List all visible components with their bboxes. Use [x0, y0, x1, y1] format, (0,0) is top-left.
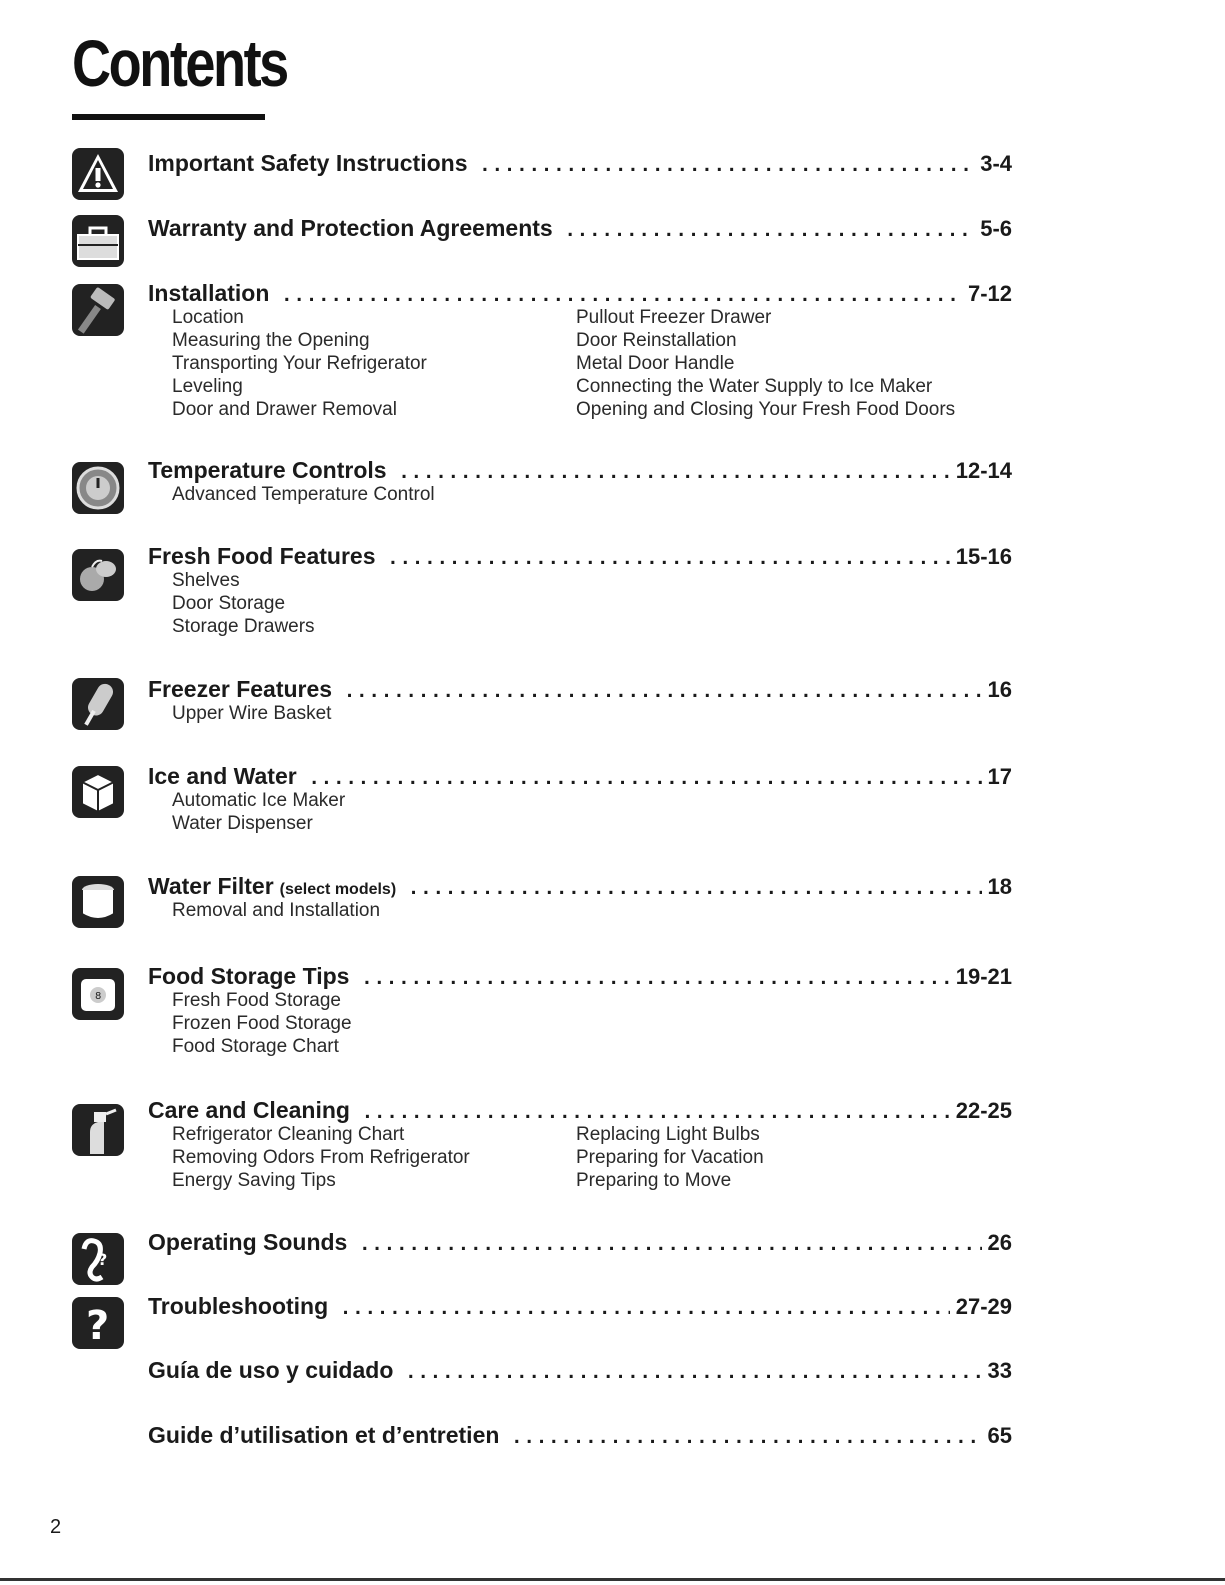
spray-bottle-icon: [72, 1104, 124, 1156]
subtopic-item[interactable]: Transporting Your Refrigerator: [172, 353, 427, 374]
page-range: 33: [987, 1358, 1012, 1383]
subtopic-item[interactable]: Door and Drawer Removal: [172, 399, 397, 420]
subtopic-item[interactable]: Refrigerator Cleaning Chart: [172, 1124, 405, 1145]
toc-heading[interactable]: [148, 215, 1012, 245]
dot-leader: [479, 155, 974, 176]
page-title: Contents: [72, 26, 287, 100]
hammer-icon: [72, 284, 124, 336]
toc-heading[interactable]: [148, 1357, 1012, 1387]
svg-text:8: 8: [95, 991, 102, 1002]
subtopic-item[interactable]: Upper Wire Basket: [172, 703, 332, 724]
svg-text:?: ?: [86, 1303, 110, 1349]
bottom-border: [0, 1578, 1225, 1581]
dot-leader: [309, 768, 982, 789]
subtopic-list: [172, 989, 992, 1058]
subtopic-item[interactable]: Automatic Ice Maker: [172, 790, 346, 811]
food-container-icon: [72, 968, 124, 1020]
svg-text:?: ?: [98, 1250, 108, 1269]
subtopic-item[interactable]: Preparing for Vacation: [576, 1147, 764, 1168]
page-range: 27-29: [955, 1294, 1012, 1319]
section-title: Installation: [148, 280, 270, 306]
dot-leader: [281, 285, 962, 306]
title-underline: [72, 114, 265, 120]
section-title: Guía de uso y cuidado: [148, 1357, 394, 1383]
ice-cube-icon: [72, 766, 124, 818]
dot-leader: [361, 968, 949, 989]
section-title: Ice and Water: [148, 763, 297, 789]
subtopic-item[interactable]: Metal Door Handle: [576, 353, 735, 374]
subtopic-list: [172, 789, 992, 835]
dot-leader: [408, 878, 981, 899]
toc-heading[interactable]: [148, 150, 1012, 180]
page-range: 18: [987, 874, 1012, 899]
popsicle-icon: [72, 678, 124, 730]
subtopic-list: [172, 569, 992, 638]
section-title: Food Storage Tips: [148, 963, 350, 989]
toc-heading[interactable]: [148, 1229, 1012, 1259]
subtopic-item[interactable]: Door Reinstallation: [576, 330, 737, 351]
section-note: (select models): [279, 881, 397, 898]
subtopic-item[interactable]: Removing Odors From Refrigerator: [172, 1147, 470, 1168]
subtopic-item[interactable]: Removal and Installation: [172, 900, 381, 921]
subtopic-list: [172, 1123, 992, 1192]
dot-leader: [359, 1234, 981, 1255]
subtopic-item[interactable]: Connecting the Water Supply to Ice Maker: [576, 376, 933, 397]
section-title: Fresh Food Features: [148, 543, 376, 569]
dot-leader: [399, 462, 950, 483]
subtopic-item[interactable]: Storage Drawers: [172, 616, 315, 637]
page-range: 26: [987, 1230, 1012, 1255]
section-title: Water Filter: [148, 873, 274, 899]
page-range: 22-25: [955, 1098, 1012, 1123]
toc-heading[interactable]: [148, 1422, 1012, 1452]
subtopic-item[interactable]: Food Storage Chart: [172, 1036, 339, 1057]
subtopic-list: [172, 306, 992, 421]
page-range: 65: [987, 1423, 1012, 1448]
dot-leader: [511, 1427, 981, 1448]
section-title: Temperature Controls: [148, 457, 387, 483]
subtopic-item[interactable]: Frozen Food Storage: [172, 1013, 352, 1034]
page-range: 7-12: [967, 281, 1012, 306]
subtopic-item[interactable]: Measuring the Opening: [172, 330, 370, 351]
dot-leader: [405, 1362, 981, 1383]
page-range: 17: [987, 764, 1012, 789]
subtopic-item[interactable]: Opening and Closing Your Fresh Food Doors: [576, 399, 956, 420]
page-number: 2: [50, 1516, 62, 1538]
subtopic-item[interactable]: Location: [172, 307, 244, 328]
section-title: Care and Cleaning: [148, 1097, 350, 1123]
dot-leader: [565, 220, 974, 241]
subtopic-item[interactable]: Door Storage: [172, 593, 286, 614]
fresh-food-icon: [72, 549, 124, 601]
section-title: Guide d’utilisation et d’entretien: [148, 1422, 500, 1448]
dot-leader: [387, 548, 949, 569]
subtopic-item[interactable]: Replacing Light Bulbs: [576, 1124, 760, 1145]
control-dial-icon: [72, 462, 124, 514]
subtopic-list: [172, 483, 992, 506]
page-range: 5-6: [980, 216, 1012, 241]
subtopic-item[interactable]: Energy Saving Tips: [172, 1170, 336, 1191]
subtopic-item[interactable]: Leveling: [172, 376, 243, 397]
page-range: 12-14: [955, 458, 1012, 483]
section-title: Operating Sounds: [148, 1229, 348, 1255]
subtopic-item[interactable]: Water Dispenser: [172, 813, 313, 834]
section-title: Freezer Features: [148, 676, 333, 702]
water-filter-icon: [72, 876, 124, 928]
subtopic-item[interactable]: Shelves: [172, 570, 240, 591]
question-mark-icon: [72, 1297, 124, 1349]
section-title: Important Safety Instructions: [148, 150, 468, 176]
page-range: 19-21: [955, 964, 1012, 989]
subtopic-item[interactable]: Advanced Temperature Control: [172, 484, 435, 505]
subtopic-item[interactable]: Fresh Food Storage: [172, 990, 341, 1011]
subtopic-list: [172, 702, 992, 725]
ear-icon: [72, 1233, 124, 1285]
page-range: 16: [987, 677, 1012, 702]
page-range: 3-4: [980, 151, 1012, 176]
dot-leader: [344, 681, 981, 702]
page-range: 15-16: [955, 544, 1012, 569]
dot-leader: [362, 1102, 950, 1123]
dot-leader: [340, 1298, 950, 1319]
warning-triangle-icon: [72, 148, 124, 200]
toc-heading[interactable]: [148, 1293, 1012, 1323]
subtopic-item[interactable]: Preparing to Move: [576, 1170, 732, 1191]
subtopic-item[interactable]: Pullout Freezer Drawer: [576, 307, 772, 328]
subtopic-list: [172, 899, 992, 922]
toolbox-icon: [72, 215, 124, 267]
section-title: Troubleshooting: [148, 1293, 329, 1319]
section-title: Warranty and Protection Agreements: [148, 215, 553, 241]
